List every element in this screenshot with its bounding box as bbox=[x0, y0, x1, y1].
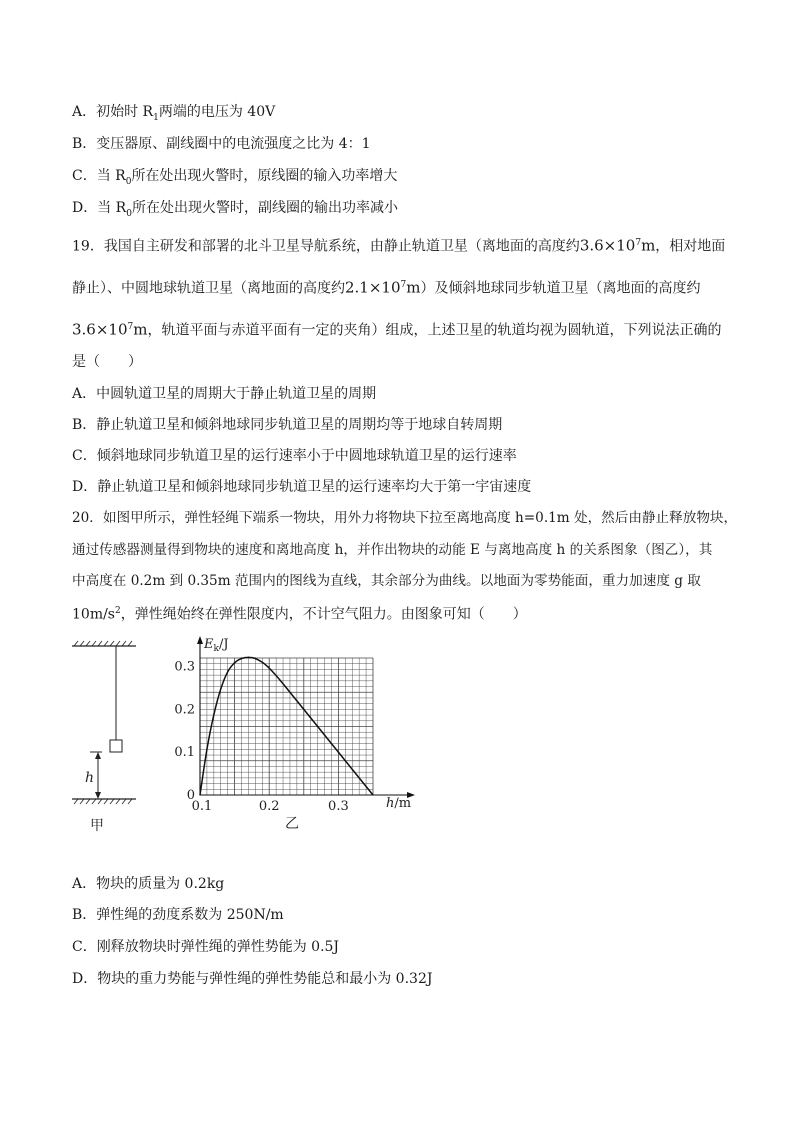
figure-jia bbox=[68, 638, 140, 838]
x-axis-label: h/m bbox=[386, 796, 412, 811]
y-tick-label: 0.2 bbox=[174, 702, 195, 718]
height-label: h bbox=[85, 770, 95, 786]
figure-jia-caption: 甲 bbox=[90, 818, 104, 834]
height-arrow-head-bottom bbox=[95, 792, 101, 799]
data-point bbox=[303, 709, 304, 710]
q20-stem-line-3: 中高度在 0.2m 到 0.35m 范围内的图线为直线，其余部分为曲线。以地面为零势能面，重力加速度 g 取 bbox=[72, 573, 701, 589]
q20-option-a: A．物块的质量为 0.2kg bbox=[72, 876, 225, 892]
x-tick-label: 0.1 bbox=[191, 799, 213, 814]
chart-axes bbox=[197, 636, 415, 798]
y-axis-label: $E_k/J$ bbox=[204, 637, 229, 654]
q18-option-b: B．变压器原、副线圈中的电流强度之比为 4：1 bbox=[72, 136, 371, 152]
x-tick-label: 0.3 bbox=[328, 799, 349, 814]
chart-caption: 乙 bbox=[285, 816, 299, 832]
data-point bbox=[206, 747, 207, 748]
data-point bbox=[372, 794, 373, 795]
chart-series bbox=[199, 657, 373, 796]
q19-stem-line-4: 是（ ） bbox=[72, 354, 142, 370]
q19-stem-line-3: $3.6\times 10^7m$，轨道平面与赤道平面有一定的夹角）组成，上述卫星的轨道均视为圆轨道，下列说法正确的 bbox=[72, 320, 722, 339]
data-point bbox=[227, 670, 228, 671]
q19-option-a: A．中圆轨道卫星的周期大于静止轨道卫星的周期 bbox=[72, 386, 377, 402]
height-arrow-head-top bbox=[95, 752, 101, 759]
q19-stem-line-2: 静止）、中圆地球轨道卫星（离地面的高度约$2.1\times 10^7m$）及倾斜地球同步轨道卫星（离地面的高度约 bbox=[72, 278, 701, 297]
y-axis-arrow bbox=[197, 636, 203, 644]
data-point bbox=[213, 713, 214, 714]
q19-stem-line-1: 19．我国自主研发和部署的北斗卫星导航系统，由静止轨道卫星（离地面的高度约$3.6\times 10^7m$，相对地面 bbox=[72, 236, 726, 255]
y-tick-label: 0 bbox=[186, 788, 195, 803]
q20-stem-line-2: 通过传感器测量得到物块的速度和离地高度 h，并作出物块的动能 E 与离地高度 h 的关系图象（图乙），其 bbox=[72, 542, 713, 558]
data-point bbox=[199, 794, 200, 795]
ground bbox=[72, 799, 136, 804]
q20-option-c: C．刚释放物块时弹性绳的弹性势能为 0.5J bbox=[72, 939, 340, 955]
q20-option-d: D．物块的重力势能与弹性绳的弹性势能总和最小为 0.32J bbox=[72, 971, 433, 987]
q18-option-d: D．当 $R_0$所在处出现火警时，副线圈的输出功率减小 bbox=[72, 200, 398, 219]
data-point bbox=[248, 657, 249, 658]
x-tick-label: 0.2 bbox=[258, 799, 280, 814]
y-tick-label: 0.1 bbox=[174, 745, 195, 761]
q19-option-c: C．倾斜地球同步轨道卫星的运行速率小于中圆地球轨道卫星的运行速率 bbox=[72, 448, 517, 464]
q18-option-c: C．当 $R_0$所在处出现火警时，原线圈的输入功率增大 bbox=[72, 168, 398, 187]
ceiling bbox=[72, 641, 136, 646]
data-point bbox=[220, 687, 221, 688]
data-point bbox=[255, 657, 256, 658]
q20-stem-line-1: 20．如图甲所示，弹性轻绳下端系一物块，用外力将物块下拉至离地高度 h=0.1m 处，然后由静止释放物块， bbox=[72, 510, 738, 526]
q18-option-a: A．初始时 $R_1$两端的电压为 40V bbox=[72, 104, 276, 123]
data-point bbox=[269, 666, 270, 667]
block bbox=[110, 740, 122, 752]
q20-option-b: B．弹性绳的劲度系数为 250N/m bbox=[72, 907, 284, 923]
q20-stem-line-4: $10m/s^2$，弹性绳始终在弹性限度内，不计空气阻力。由图象可知（ ） bbox=[72, 606, 527, 623]
q19-option-d: D．静止轨道卫星和倾斜地球同步轨道卫星的运行速率均大于第一宇宙速度 bbox=[72, 479, 532, 495]
data-point bbox=[338, 752, 339, 753]
y-tick-label: 0.3 bbox=[174, 659, 195, 675]
chart-grid bbox=[200, 658, 373, 795]
data-point bbox=[241, 657, 242, 658]
figure-yi-chart bbox=[160, 630, 430, 840]
data-point bbox=[234, 662, 235, 663]
q19-option-b: B．静止轨道卫星和倾斜地球同步轨道卫星的周期均等于地球自转周期 bbox=[72, 417, 503, 433]
